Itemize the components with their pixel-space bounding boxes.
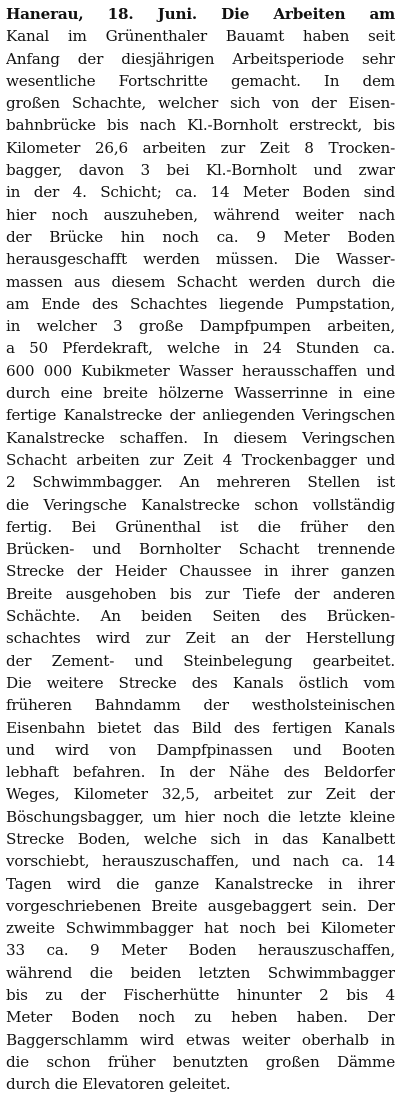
article-line: Tagen wird die ganze Kanalstrecke in ihrer <box>6 874 395 893</box>
article-line: der Brücke hin noch ca. 9 Meter Boden <box>6 227 395 246</box>
article-line: fertig. Bei Grünenthal ist die früher den <box>6 517 395 536</box>
article-line: und wird von Dampfpinassen und Booten <box>6 740 395 759</box>
article-line: wesentliche Fortschritte gemacht. In dem <box>6 71 395 90</box>
article-line: bahnbrücke bis nach Kl.-Bornholt erstreckt, bis <box>6 116 395 135</box>
article-line: früheren Bahndamm der westholsteinischen <box>6 696 395 715</box>
article-line: Kanalstrecke schaffen. In diesem Veringschen <box>6 428 395 447</box>
article-line: Meter Boden noch zu heben haben. Der <box>6 1008 395 1027</box>
article-line: zweite Schwimmbagger hat noch bei Kilometer <box>6 919 395 938</box>
article-line: am Ende des Schachtes liegende Pumpstation, <box>6 294 395 313</box>
article-line: schachtes wird zur Zeit an der Herstellung <box>6 629 395 648</box>
article-line: der Zement- und Steinbelegung gearbeitet. <box>6 651 395 670</box>
article-line: die Veringsche Kanalstrecke schon vollständig <box>6 495 395 514</box>
article-line: Böschungsbagger, um hier noch die letzte kleine <box>6 807 395 826</box>
article-line: vorschiebt, herauszuschaffen, und nach ca. 14 <box>6 852 395 871</box>
article-line: Weges, Kilometer 32,5, arbeitet zur Zeit der <box>6 785 395 804</box>
article-line: massen aus diesem Schacht werden durch die <box>6 272 395 291</box>
article-line: durch eine breite hölzerne Wasserrinne in eine <box>6 384 395 403</box>
article-line: fertige Kanalstrecke der anliegenden Veringschen <box>6 406 395 425</box>
article-line: Die weitere Strecke des Kanals östlich vom <box>6 673 395 692</box>
article-line: vorgeschriebenen Breite ausgebaggert sein. Der <box>6 896 395 915</box>
article-line: in welcher 3 große Dampfpumpen arbeiten, <box>6 317 395 336</box>
article-line: Schacht arbeiten zur Zeit 4 Trockenbagger und <box>6 450 395 469</box>
article-line: während die beiden letzten Schwimmbagger <box>6 963 395 982</box>
article-line: Kilometer 26,6 arbeiten zur Zeit 8 Trocken- <box>6 138 395 157</box>
article-line: 33 ca. 9 Meter Boden herauszuschaffen, <box>6 941 395 960</box>
article-line: Kanal im Grünenthaler Bauamt haben seit <box>6 27 395 46</box>
article-line: Anfang der diesjährigen Arbeitsperiode sehr <box>6 49 395 68</box>
article-line: Strecke der Heider Chaussee in ihrer ganzen <box>6 562 395 581</box>
newspaper-article <box>6 3 395 1094</box>
article-line: Schächte. An beiden Seiten des Brücken- <box>6 607 395 626</box>
article-line: herausgeschafft werden müssen. Die Wasser- <box>6 250 395 269</box>
article-line: 600 000 Kubikmeter Wasser herausschaffen und <box>6 361 395 380</box>
article-line: die schon früher benutzten großen Dämme <box>6 1052 395 1071</box>
article-line: 2 Schwimmbagger. An mehreren Stellen ist <box>6 473 395 492</box>
article-line: bis zu der Fischerhütte hinunter 2 bis 4 <box>6 986 395 1005</box>
article-line: Eisenbahn bietet das Bild des fertigen Kanals <box>6 718 395 737</box>
article-line: durch die Elevatoren geleitet. <box>6 1075 231 1094</box>
article-line: in der 4. Schicht; ca. 14 Meter Boden sind <box>6 183 395 202</box>
article-line: Hanerau, 18. Juni. Die Arbeiten am <box>6 5 395 23</box>
article-line: hier noch auszuheben, während weiter nach <box>6 205 395 224</box>
article-line: a 50 Pferdekraft, welche in 24 Stunden ca. <box>6 339 395 358</box>
article-line: lebhaft befahren. In der Nähe des Beldorfer <box>6 763 395 782</box>
article-line: Strecke Boden, welche sich in das Kanalbett <box>6 829 395 848</box>
article-line: großen Schachte, welcher sich von der Eisen- <box>6 94 395 113</box>
article-line: Baggerschlamm wird etwas weiter oberhalb in <box>6 1030 395 1049</box>
article-line: bagger, davon 3 bei Kl.-Bornholt und zwar <box>6 161 395 180</box>
article-line: Breite ausgehoben bis zur Tiefe der anderen <box>6 584 395 603</box>
article-line: Brücken- und Bornholter Schacht trennende <box>6 540 395 559</box>
